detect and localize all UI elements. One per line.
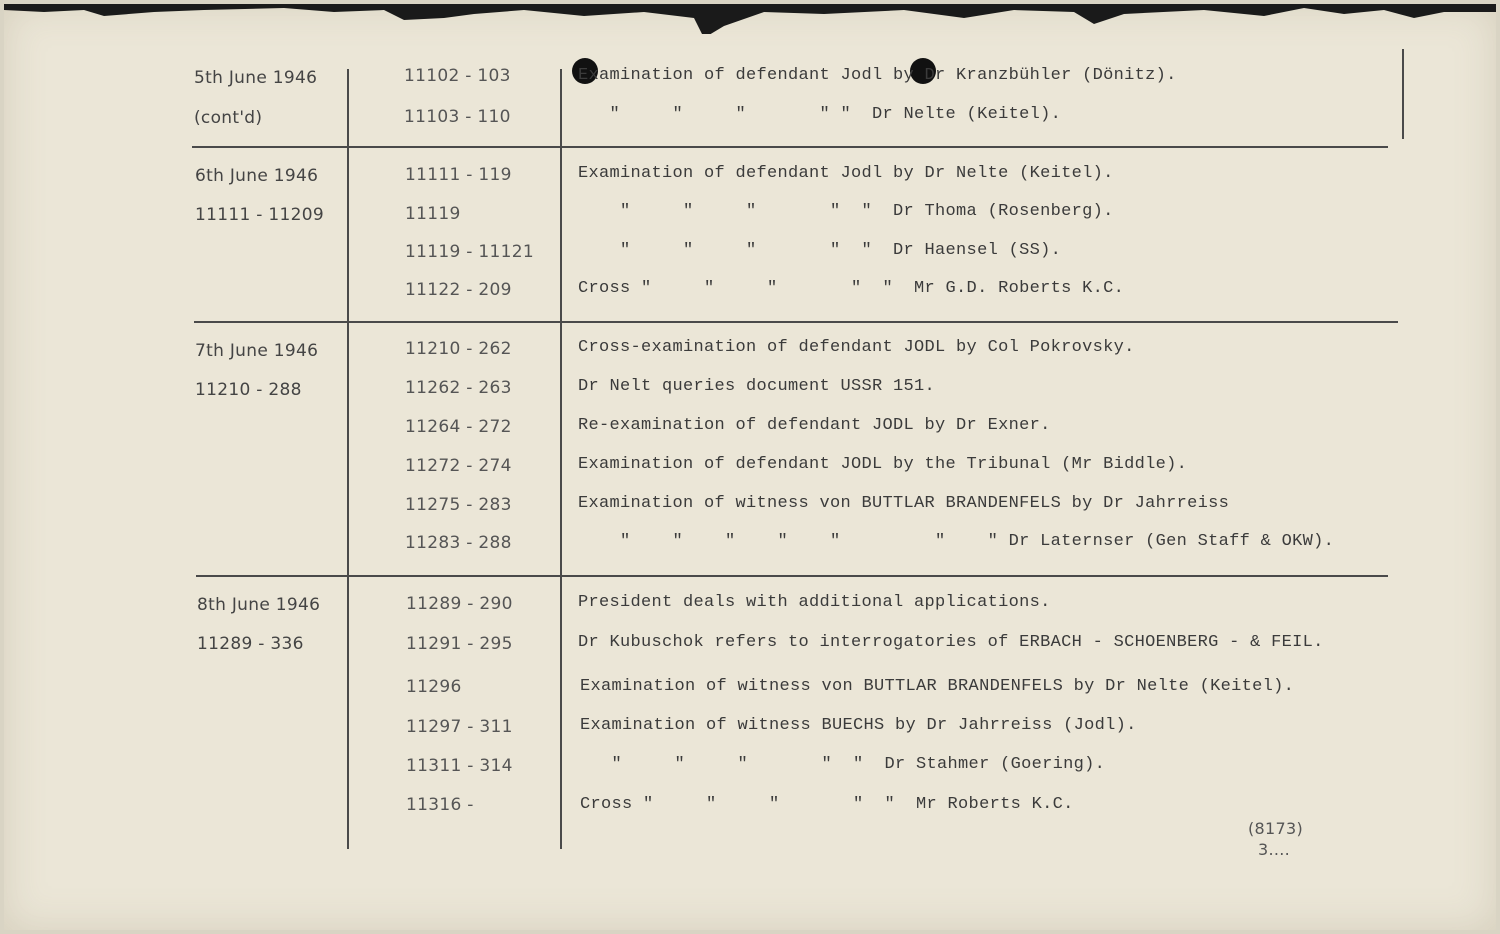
section-4-row-1-desc: President deals with additional applications. <box>578 593 1051 612</box>
section-2-row-4-pages: 11122 - 209 <box>405 280 512 300</box>
section-3-range: 11210 - 288 <box>195 380 302 400</box>
section-4-range: 11289 - 336 <box>197 634 304 654</box>
column-divider-2 <box>560 69 562 849</box>
section-1-row-2-pages: 11103 - 110 <box>404 107 511 127</box>
section-divider-1 <box>192 146 1388 148</box>
section-1-row-1-pages: 11102 - 103 <box>404 66 511 86</box>
section-4-row-4-desc: Examination of witness BUECHS by Dr Jahrreiss (Jodl). <box>580 716 1137 735</box>
section-2-row-3-pages: 11119 - 11121 <box>405 242 535 262</box>
right-margin-line <box>1402 49 1404 139</box>
section-4-date: 8th June 1946 <box>197 595 321 615</box>
section-4-row-3-desc: Examination of witness von BUTTLAR BRANDENFELS by Dr Nelte (Keitel). <box>580 677 1295 696</box>
column-divider-1 <box>347 69 349 849</box>
section-4-row-4-pages: 11297 - 311 <box>406 717 513 737</box>
section-4-row-2-pages: 11291 - 295 <box>406 634 513 654</box>
section-4-row-3-pages: 11296 <box>406 677 462 697</box>
section-2-row-1-desc: Examination of defendant Jodl by Dr Nelte (Keitel). <box>578 164 1114 183</box>
section-2-range: 11111 - 11209 <box>195 205 325 225</box>
section-2-row-2-pages: 11119 <box>405 204 461 224</box>
document-number: (8173) <box>1248 819 1304 838</box>
section-1-range: (cont'd) <box>194 108 263 128</box>
section-3-row-3-pages: 11264 - 272 <box>405 417 512 437</box>
section-3-row-4-pages: 11272 - 274 <box>405 456 512 476</box>
section-3-row-1-pages: 11210 - 262 <box>405 339 512 359</box>
section-2-row-2-desc: " " " " " Dr Thoma (Rosenberg). <box>578 202 1114 221</box>
section-2-row-4-desc: Cross " " " " " Mr G.D. Roberts K.C. <box>578 279 1125 298</box>
section-3-row-3-desc: Re-examination of defendant JODL by Dr Exner. <box>578 416 1051 435</box>
section-1-row-1-desc: Examination of defendant Jodl by Dr Kranzbühler (Dönitz). <box>578 66 1177 85</box>
section-4-row-6-pages: 11316 - <box>406 795 474 815</box>
section-4-row-5-desc: " " " " " Dr Stahmer (Goering). <box>580 755 1106 774</box>
section-1-date: 5th June 1946 <box>194 68 318 88</box>
section-2-row-1-pages: 11111 - 119 <box>405 165 512 185</box>
document-page <box>4 4 1496 930</box>
continuation-mark: 3.... <box>1258 840 1291 859</box>
section-3-row-5-pages: 11275 - 283 <box>405 495 512 515</box>
section-1-row-2-desc: " " " " " Dr Nelte (Keitel). <box>578 105 1062 124</box>
section-3-row-1-desc: Cross-examination of defendant JODL by Col Pokrovsky. <box>578 338 1135 357</box>
section-3-date: 7th June 1946 <box>195 341 319 361</box>
section-3-row-6-pages: 11283 - 288 <box>405 533 512 553</box>
section-4-row-2-desc: Dr Kubuschok refers to interrogatories of ERBACH - SCHOENBERG - & FEIL. <box>578 633 1324 652</box>
section-4-row-6-desc: Cross " " " " " Mr Roberts K.C. <box>580 795 1074 814</box>
torn-top-edge <box>4 4 1496 34</box>
section-3-row-4-desc: Examination of defendant JODL by the Tribunal (Mr Biddle). <box>578 455 1188 474</box>
section-divider-3 <box>196 575 1388 577</box>
section-2-row-3-desc: " " " " " Dr Haensel (SS). <box>578 241 1062 260</box>
section-4-row-1-pages: 11289 - 290 <box>406 594 513 614</box>
section-2-date: 6th June 1946 <box>195 166 319 186</box>
section-3-row-2-desc: Dr Nelt queries document USSR 151. <box>578 377 936 396</box>
section-4-row-5-pages: 11311 - 314 <box>406 756 513 776</box>
section-3-row-2-pages: 11262 - 263 <box>405 378 512 398</box>
section-divider-2 <box>194 321 1398 323</box>
section-3-row-5-desc: Examination of witness von BUTTLAR BRANDENFELS by Dr Jahrreiss <box>578 494 1230 513</box>
section-3-row-6-desc: " " " " " " " Dr Laternser (Gen Staff & OKW). <box>578 532 1335 551</box>
